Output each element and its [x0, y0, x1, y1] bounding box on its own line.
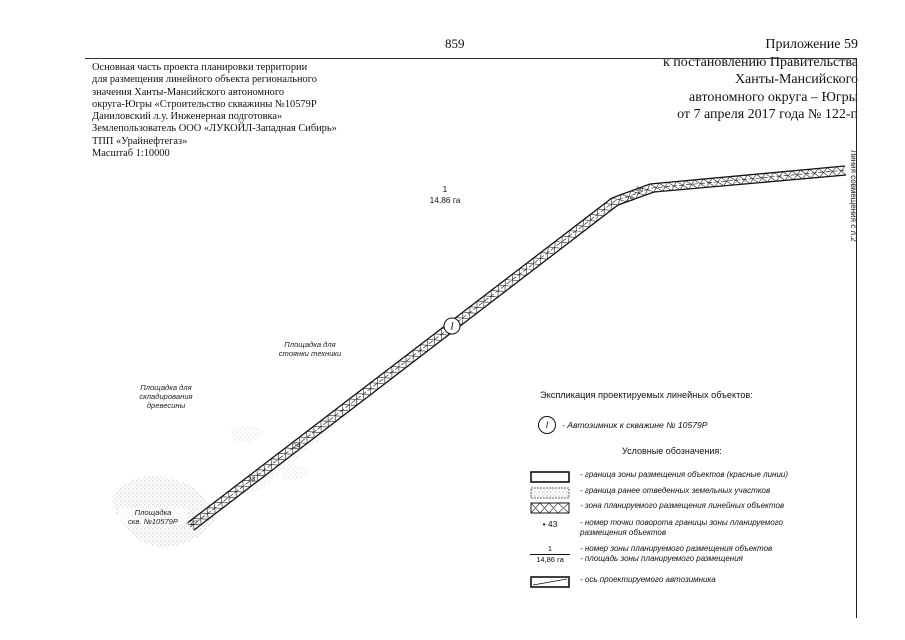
header-line: Землепользователь ООО «ЛУКОЙЛ-Западная Сибирь» — [92, 123, 337, 135]
road-number-icon: I — [538, 416, 556, 434]
conventions-title: Условные обозначения: — [622, 446, 722, 456]
label-well-pad: Площадка скв. №10579Р — [118, 508, 188, 526]
dotted-area-icon — [530, 486, 570, 498]
explication-title: Экспликация проектируемых линейных объектов: — [540, 390, 753, 400]
appendix-line: к постановлению Правительства — [662, 54, 858, 70]
turn-point-24: 24 — [293, 443, 301, 450]
header-line: для размещения линейного объекта регионального — [92, 74, 317, 86]
legend-item-dotted — [530, 486, 770, 498]
appendix-line: автономного округа – Югры — [689, 89, 858, 105]
road-marker-label: I — [450, 321, 454, 333]
appendix-line: Ханты-Мансийского — [734, 72, 858, 87]
legend-text: - граница зоны размещения объектов (красные линии) — [580, 470, 789, 479]
road-name: - Автозимник к скважине № 10579Р — [562, 420, 708, 430]
zone-area: 14,86 га — [429, 195, 461, 205]
road-axis-icon — [530, 575, 570, 587]
appendix-line: Приложение 59 — [765, 37, 858, 52]
legend-text: - зона планируемого размещения линейных объектов — [580, 501, 785, 510]
legend-item-road-axis — [530, 575, 716, 587]
frame-side-text: Линия совмещения с л.2 — [849, 150, 858, 242]
zone-number-icon-top: 1 — [530, 544, 570, 555]
red-line-boundary-icon — [530, 470, 570, 482]
turn-point-23: 23 — [248, 476, 256, 483]
appendix-line: от 7 апреля 2017 года № 122-п — [677, 107, 858, 122]
legend-item-red-lines — [530, 470, 788, 482]
legend-item-zone-number — [530, 544, 772, 568]
zone-number-icon — [530, 544, 570, 568]
legend-text: - номер точки поворота границы зоны планируемого размещения объектов — [580, 518, 784, 537]
header-line: Масштаб 1:10000 — [92, 148, 170, 160]
legend-text: - граница ранее отведенных земельных участков — [580, 486, 771, 495]
page-number: 859 — [445, 36, 465, 51]
road-marker — [444, 318, 460, 334]
zone-label — [420, 184, 470, 206]
header-line: ТПП «Урайнефтегаз» — [92, 135, 188, 147]
header-line: Основная часть проекта планировки территории — [92, 62, 308, 73]
turn-point-22: 22 — [190, 520, 198, 527]
zigzag-zone-icon — [530, 501, 570, 513]
label-timber-area: Площадка для складирования древесины — [139, 383, 193, 410]
legend-item-turn-point — [530, 518, 783, 538]
zone-number-icon-bottom: 14,86 га — [536, 555, 564, 564]
legend-text: - номер зоны планируемого размещения объектов - площадь зоны планируемого размещения — [580, 544, 773, 563]
turn-point-25: 25 — [626, 196, 634, 203]
header-line: Даниловский л.у. Инженерная подготовка» — [92, 111, 283, 123]
zone-number: 1 — [442, 184, 448, 194]
legend-item-zigzag — [530, 501, 784, 513]
header-line: округа-Югры «Строительство скважины №10579Р — [92, 98, 317, 110]
explication-road-row — [538, 416, 708, 434]
header-line: значения Ханты-Мансийского автономного — [92, 86, 285, 98]
turn-point-26: 26 — [636, 186, 644, 193]
label-parking-area: Площадка для стоянки техники — [278, 340, 342, 358]
turn-point-icon: • 43 — [542, 519, 558, 529]
legend-text: - ось проектируемого автозимника — [580, 575, 716, 584]
